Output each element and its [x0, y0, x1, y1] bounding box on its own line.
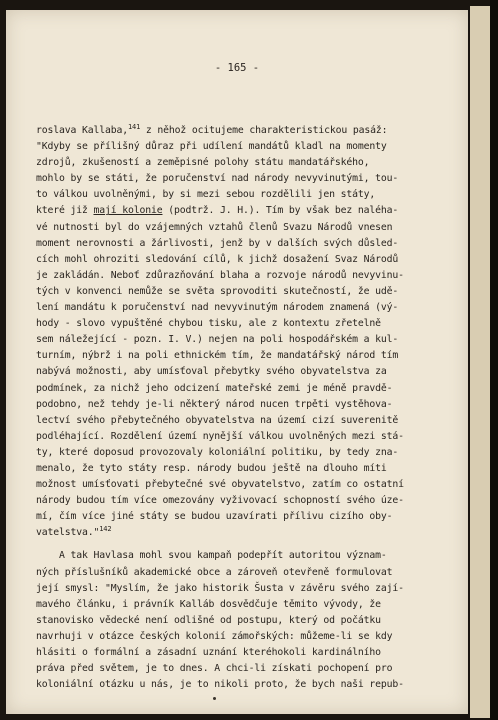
- line-text: možnost umísťovati přebytečné své obyvatelstvo, zatím co ostatní: [36, 479, 404, 491]
- line-text: A tak Havlasa mohl svou kampaň podepřít autoritou význam-: [36, 550, 387, 562]
- line-text: její smysl: "Myslím, že jako historik Šusta v závěru svého zají-: [36, 582, 404, 594]
- text-line: [36, 613, 441, 629]
- footnote-ref: 142: [99, 525, 112, 534]
- text-line: [36, 155, 441, 171]
- line-text: podmínek, za nichž jeho odcizení mateřské zemi je méně pravdě-: [36, 382, 393, 394]
- text-line: [36, 597, 441, 613]
- line-text: vatelstva.": [36, 527, 100, 539]
- line-text: podléhající. Rozdělení území nynější válkou uvolněných mezi stá-: [36, 430, 404, 442]
- line-text: koloniální otázku u nás, je to nikoli proto, že bych naši repub-: [36, 679, 404, 691]
- line-text: mohlo by se státi, že poručenství nad národy nevyvinutými, tou-: [36, 173, 399, 185]
- paragraph-gap: [36, 541, 441, 548]
- text-line: [36, 268, 441, 284]
- text-line: [36, 509, 441, 525]
- text-line: [36, 493, 441, 509]
- line-text: hlásiti o formální a zásadní uznání kteréhokoli kardinálního: [36, 647, 381, 658]
- text-line: [36, 677, 441, 693]
- text-line: [36, 565, 441, 581]
- text-line: [36, 220, 441, 236]
- text-line: [36, 413, 441, 429]
- text-line: [36, 364, 441, 380]
- line-text: které již: [36, 205, 94, 217]
- line-text: práva před světem, je to dnes. A chci-li získati pochopení pro: [36, 663, 393, 675]
- line-text: sem náležející - pozn. I. V.) nejen na poli hospodářském a kul-: [36, 334, 399, 346]
- text-line: [36, 123, 441, 139]
- scan-border: [490, 0, 498, 720]
- body-text: [36, 123, 441, 693]
- line-text: tých v konvenci nemůže se světa sprovoditi skutečností, že udě-: [36, 285, 399, 297]
- text-line: [36, 581, 441, 597]
- text-line: [36, 348, 441, 364]
- text-line: [36, 645, 441, 661]
- text-line: [36, 171, 441, 187]
- text-line: [36, 252, 441, 268]
- text-line: [36, 548, 441, 564]
- line-text: "Kdyby se přílišný důraz při udílení mandátů kladl na momenty: [36, 141, 387, 153]
- line-text: menalo, že tyto státy resp. národy budou ještě na dlouho míti: [36, 462, 387, 474]
- line-text: nabývá možnosti, aby umísťoval přebytky svého obyvatelstva za: [36, 366, 387, 378]
- line-text: je zakládán. Neboť zdůrazňování blaha a rozvoje národů nevyvinu-: [36, 269, 404, 281]
- page-number: - 165 -: [214, 62, 260, 74]
- line-text: cích mohl ohroziti sledování cílů, k jichž dosažení Svaz Národů: [36, 253, 399, 265]
- line-text: to válkou uvolněnými, by si mezi sebou rozdělili jen státy,: [36, 189, 376, 201]
- line-text: roslava Kallaba,: [36, 125, 128, 136]
- line-text: národy budou tím více omezovány vyživovací schopností svého úze-: [36, 495, 404, 507]
- line-text: ných příslušníků akademické obce a zároveň otevřeně formulovat: [36, 566, 393, 578]
- text-line: [36, 381, 441, 397]
- line-text: ty, které doposud provozovaly koloniální politiku, by tedy zna-: [36, 446, 399, 458]
- text-line: [36, 429, 441, 445]
- text-line: [36, 445, 441, 461]
- document-page: [6, 10, 468, 714]
- text-line: [36, 525, 441, 541]
- text-line: [36, 477, 441, 493]
- line-text: hody - slovo vypuštěné chybou tisku, ale z kontextu zřetelně: [36, 318, 381, 330]
- text-line: [36, 629, 441, 645]
- line-text: turním, nýbrž i na poli ethnickém tím, že mandatářský národ tím: [36, 350, 399, 362]
- text-line: [36, 187, 441, 203]
- ink-dot: [213, 697, 216, 700]
- line-text: stanovisko vědecké není odlišné od postupu, který od počátku: [36, 614, 381, 626]
- line-text: vé nutnosti byl do vzájemných vztahů členů Svazu Národů vnesen: [36, 221, 393, 233]
- text-line: [36, 397, 441, 413]
- line-text-after: z něhož ocitujeme charakteristickou pasáž:: [140, 125, 388, 136]
- text-line: [36, 332, 441, 348]
- underlined-text: mají kolonie: [93, 205, 163, 217]
- line-text: mavého článku, i právník Kalláb dosvědčuje těmito vývody, že: [36, 598, 381, 610]
- line-text-after: (podtrž. J. H.). Tím by však bez naléha-: [162, 205, 399, 217]
- line-text: podobno, než tehdy je-li některý národ nucen trpěti vystěhova-: [36, 398, 393, 410]
- text-line: [36, 300, 441, 316]
- line-text: lení mandátu k poručenství nad nevyvinutým národem znamená (vý-: [36, 302, 399, 314]
- line-text: mí, čím více jiné státy se budou uzavírati přílivu cizího oby-: [36, 511, 393, 523]
- line-text: zdrojů, zkušeností a zeměpisné polohy státu mandatářského,: [36, 157, 370, 169]
- text-line: [36, 284, 441, 300]
- line-text: lectví svého přebytečného obyvatelstva na území cizí suverenitě: [36, 414, 399, 426]
- text-line: [36, 316, 441, 332]
- text-line: [36, 203, 441, 219]
- text-line: [36, 139, 441, 155]
- text-line: [36, 236, 441, 252]
- text-line: [36, 461, 441, 477]
- text-line: [36, 661, 441, 677]
- line-text: navrhuji v otázce českých kolonií zámořských: můžeme-li se kdy: [36, 630, 393, 642]
- footnote-ref: 141: [127, 123, 141, 131]
- line-text: moment nerovnosti a žárlivosti, jenž by v dalších svých důsled-: [36, 237, 399, 249]
- page-edge-strip: [470, 6, 490, 718]
